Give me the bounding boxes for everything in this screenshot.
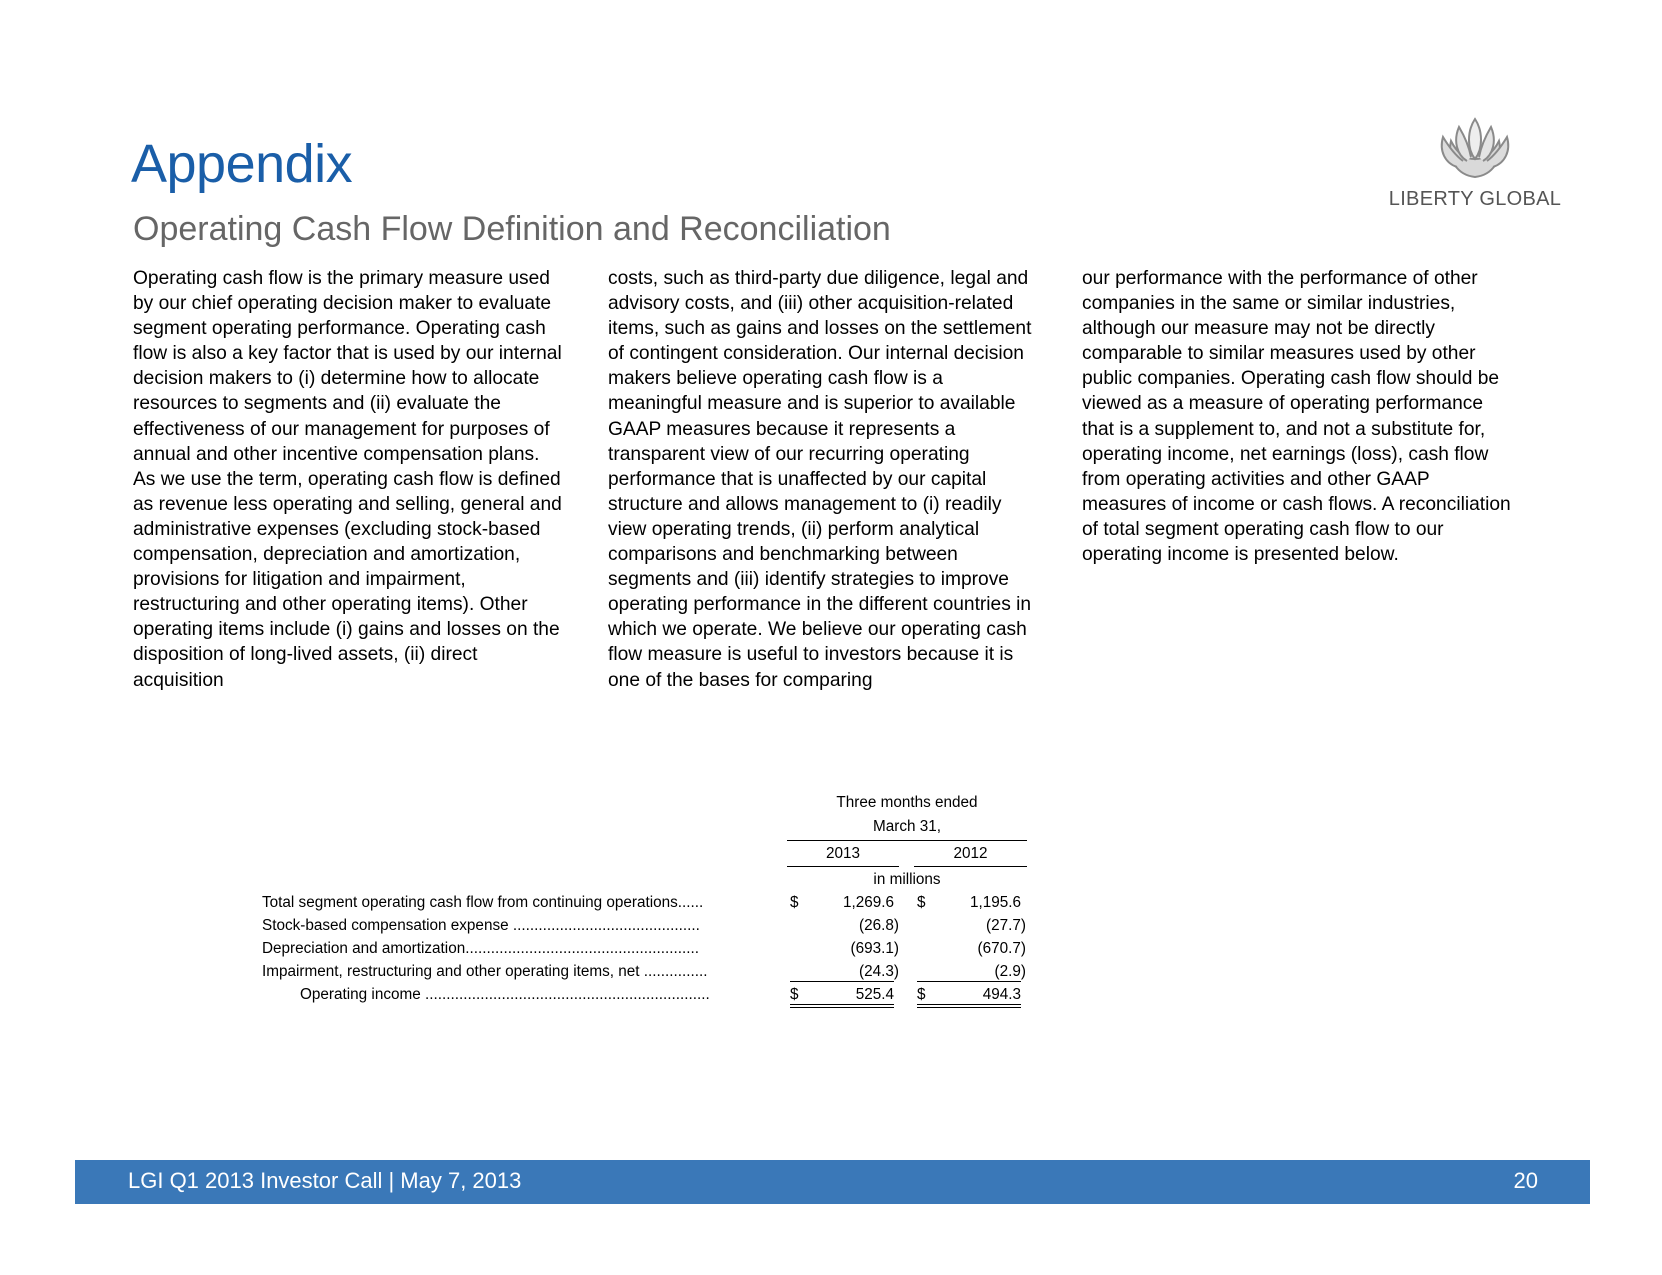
row-label: Depreciation and amortization....................................................... [262, 940, 699, 957]
page-number: 20 [1513, 1168, 1538, 1193]
row-label: Impairment, restructuring and other operating items, net ............... [262, 963, 708, 980]
logo-text: LIBERTY GLOBAL [1388, 188, 1562, 210]
body-column-3: our performance with the performance of other companies in the same or similar industries, although our measure may not be directly comparable to similar measures used by other public companies. Operating cash flow should be viewed as a measure of operating performance that is a supplement to, and not a substitute for, operating income, net earnings (loss), cash flow from operating activities and other GAAP measures of income or cash flows. A reconciliation of total segment operating cash flow to our operating income is presented below. [1082, 268, 1511, 566]
row-dollar-2013: $ [790, 894, 799, 911]
table-col-2012-rule [914, 866, 1027, 867]
body-column-1: Operating cash flow is the primary measure used by our chief operating decision maker to evaluate segment operating performance. Operating cash flow is also a key factor that is used by our internal decision makers to (i) determine how to allocate resources to segments and (ii) evaluate the effectiveness of our management for purposes of annual and other incentive compensation plans. As we use the term, operating cash flow is defined as revenue less operating and selling, general and administrative expenses (excluding stock-based compensation, depreciation and amortization, provisions for litigation and impairment, restructuring and other operating items). Other operating items include (i) gains and losses on the disposition of long-lived assets, (ii) direct acquisition [133, 268, 562, 691]
liberty-global-flower-icon [1427, 115, 1523, 183]
row-label: Stock-based compensation expense ............................................ [262, 917, 700, 934]
table-col-2013-rule [787, 866, 899, 867]
row-dollar-2013: $ [790, 986, 799, 1003]
table-col-2013: 2013 [825, 845, 861, 862]
row-value-2012: (27.7) [986, 917, 1026, 934]
row-value-2012: 1,195.6 [969, 894, 1021, 911]
total-double-rule-2013-a [790, 1004, 894, 1005]
table-units: in millions [873, 871, 941, 888]
footer-bar [75, 1160, 1590, 1204]
table-header-rule [787, 840, 1027, 841]
row-value-2013: (693.1) [850, 940, 899, 957]
row-value-2013: 525.4 [855, 986, 894, 1003]
logo [1375, 115, 1575, 215]
subtotal-rule-2012 [917, 981, 1021, 982]
row-value-2012: (2.9) [994, 963, 1026, 980]
page-title: Appendix [131, 134, 353, 194]
row-value-2013: (24.3) [859, 963, 899, 980]
row-value-2012: (670.7) [977, 940, 1026, 957]
body-column-2: costs, such as third-party due diligence, legal and advisory costs, and (iii) other acquisition-related items, such as gains and losses on the settlement of contingent consideration. Our internal decision makers believe operating cash flow is a meaningful measure and is superior to available GAAP measures because it represents a transparent view of our recurring operating performance that is unaffected by our capital structure and allows management to (i) readily view operating trends, (ii) perform analytical comparisons and benchmarking between segments and (iii) identify strategies to improve operating performance in the different countries in which we operate. We believe our operating cash flow measure is useful to investors because it is one of the bases for comparing [608, 268, 1032, 691]
row-label: Operating income ................................................................... [300, 986, 710, 1003]
total-double-rule-2013-b [790, 1007, 894, 1008]
page-subtitle: Operating Cash Flow Definition and Reconciliation [133, 210, 891, 248]
row-dollar-2012: $ [917, 986, 926, 1003]
reconciliation-table [262, 794, 1032, 1014]
row-dollar-2012: $ [917, 894, 926, 911]
table-period-line2: March 31, [872, 818, 941, 835]
total-double-rule-2012-b [917, 1007, 1021, 1008]
row-value-2013: 1,269.6 [842, 894, 894, 911]
subtotal-rule-2013 [790, 981, 894, 982]
total-double-rule-2012-a [917, 1004, 1021, 1005]
row-value-2013: (26.8) [859, 917, 899, 934]
footer-text: LGI Q1 2013 Investor Call | May 7, 2013 [128, 1168, 522, 1193]
table-col-2012: 2012 [953, 845, 988, 862]
table-period-line1: Three months ended [836, 794, 978, 811]
row-label: Total segment operating cash flow from continuing operations...... [262, 894, 704, 911]
row-value-2012: 494.3 [982, 986, 1021, 1003]
